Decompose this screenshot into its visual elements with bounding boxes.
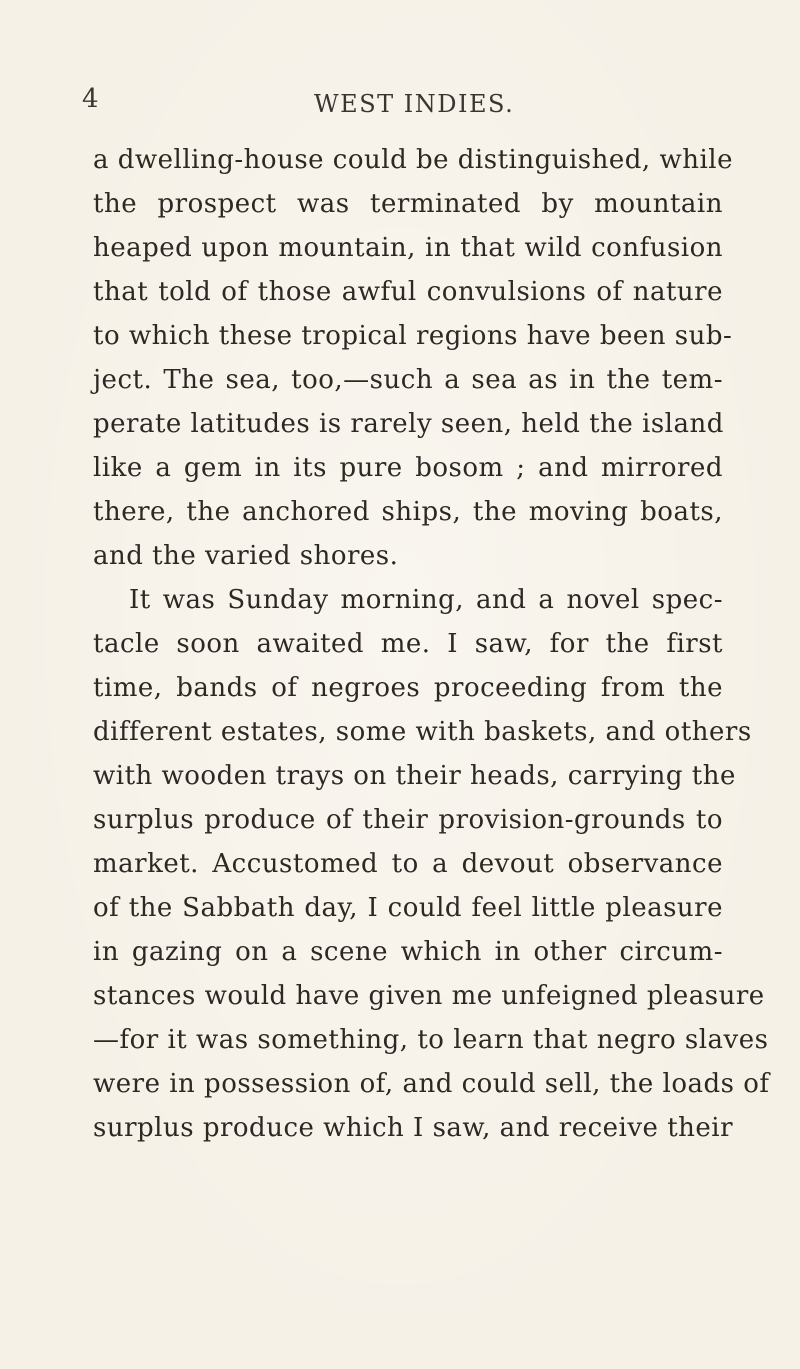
text-line: to which these tropical regions have been sub- xyxy=(93,321,733,351)
text-line: surplus produce of their provision-grounds to xyxy=(93,805,723,835)
text-line: perate latitudes is rarely seen, held the island xyxy=(93,409,724,439)
text-line: market. Accustomed to a devout observance xyxy=(93,849,723,879)
text-line: tacle soon awaited me. I saw, for the first xyxy=(93,629,723,659)
text-line: different estates, some with baskets, and others xyxy=(93,717,752,747)
text-line: with wooden trays on their heads, carrying the xyxy=(93,761,736,791)
paragraph-start-line: It was Sunday morning, and a novel spec- xyxy=(129,585,723,615)
text-line: ject. The sea, too,—such a sea as in the tem- xyxy=(93,365,723,395)
text-line: there, the anchored ships, the moving boats, xyxy=(93,497,723,527)
text-line: heaped upon mountain, in that wild confusion xyxy=(93,233,723,263)
running-head: WEST INDIES. xyxy=(314,90,515,118)
text-line: were in possession of, and could sell, the loads of xyxy=(93,1069,770,1099)
text-line: time, bands of negroes proceeding from the xyxy=(93,673,723,703)
text-line: in gazing on a scene which in other circum- xyxy=(93,937,723,967)
body-text xyxy=(93,138,770,1150)
text-line: like a gem in its pure bosom ; and mirrored xyxy=(93,453,723,483)
text-line: of the Sabbath day, I could feel little pleasure xyxy=(93,893,723,923)
page-number: 4 xyxy=(82,84,99,114)
text-line: a dwelling-house could be distinguished, while xyxy=(93,145,733,175)
text-line: and the varied shores. xyxy=(93,541,399,571)
page-header xyxy=(82,86,722,126)
text-line: that told of those awful convulsions of nature xyxy=(93,277,723,307)
text-line: surplus produce which I saw, and receive their xyxy=(93,1113,734,1143)
text-line: stances would have given me unfeigned pleasure xyxy=(93,981,765,1011)
text-line: the prospect was terminated by mountain xyxy=(93,189,723,219)
text-line: —for it was something, to learn that negro slaves xyxy=(93,1025,769,1055)
